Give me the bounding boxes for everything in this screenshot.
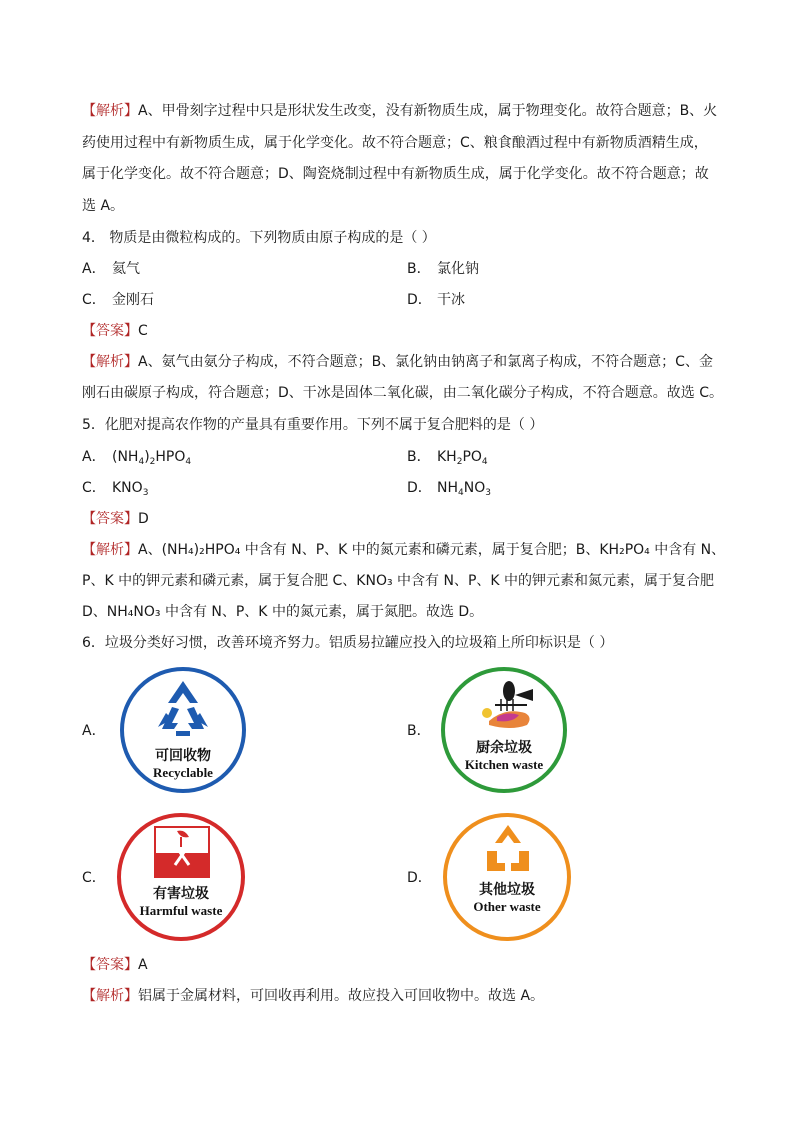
recyclable-sign [120,667,246,793]
q4-option-c: C． 金刚石 [82,292,154,308]
recyclable-cn-label: 可回收物 [155,748,211,764]
harmful-waste-cn-label: 有害垃圾 [153,886,209,902]
other-waste-en-label: Other waste [473,899,541,914]
analysis-label: 【解析】 [82,103,138,119]
q3-analysis-line-1 [82,101,717,121]
q4-option-d: D． 干冰 [407,292,465,308]
other-waste-cn-label: 其他垃圾 [479,882,535,898]
analysis-text: A、甲骨刻字过程中只是形状发生改变，没有新物质生成，属于物理变化。故符合题意；B、火 [138,103,718,119]
q5-option-d: D． $NH_4NO_3$ [407,480,491,498]
harmful-waste-sign [117,813,245,941]
harmful-waste-en-label: Harmful waste [139,903,223,918]
other-waste-icon [481,823,535,877]
q5-stem: 5．化肥对提高农作物的产量具有重要作用。下列不属于复合肥料的是（ ） [82,417,544,433]
q6-answer: 【答案】A [82,957,148,973]
q6-option-b-letter: B． [407,723,431,739]
q4-option-a: A． 氦气 [82,261,140,277]
q5-option-c: C． $KNO_3$ [82,480,149,498]
q5-analysis-line-1: 【解析】A、(NH₄)₂HPO₄ 中含有 N、P、K 中的氮元素和磷元素，属于复合肥；B、KH₂PO₄ 中含有 N、 [82,542,726,558]
kitchen-waste-sign [441,667,567,793]
q6-option-c-letter: C． [82,870,106,886]
kitchen-waste-cn-label: 厨余垃圾 [476,740,532,756]
q4-option-b: B． 氯化钠 [407,261,479,277]
kitchen-waste-en-label: Kitchen waste [464,757,544,772]
hazard-icon [153,825,211,879]
q5-analysis-line-3: D、NH₄NO₃ 中含有 N、P、K 中的氮元素，属于氮肥。故选 D。 [82,604,484,620]
recyclable-en-label: Recyclable [153,765,213,780]
q4-analysis-line-2: 刚石由碳原子构成，符合题意；D、干冰是固体二氧化碳，由二氧化碳分子构成，不符合题意。故选 C。 [82,385,724,401]
q6-stem: 6．垃圾分类好习惯，改善环境齐努力。铝质易拉罐应投入的垃圾箱上所印标识是（ ） [82,635,614,651]
q6-option-d-letter: D． [407,870,432,886]
q5-answer: 【答案】D [82,511,149,527]
q3-analysis-line-4: 选 A。 [82,198,125,214]
q5-option-b: B． $KH_2PO_4$ [407,449,488,467]
q6-analysis-line-1: 【解析】铝属于金属材料，可回收再利用。故应投入可回收物中。故选 A。 [82,988,545,1004]
q5-analysis-line-2: P、K 中的钾元素和磷元素，属于复合肥 C、KNO₃ 中含有 N、P、K 中的钾元素和氮元素，属于复合肥 [82,573,715,589]
q4-stem: 4． 物质是由微粒构成的。下列物质由原子构成的是（ ） [82,230,436,246]
q3-analysis-line-3: 属于化学变化。故不符合题意；D、陶瓷烧制过程中有新物质生成，属于化学变化。故不符合题意；故 [82,166,709,182]
q4-answer: 【答案】C [82,323,148,339]
recycle-icon [152,679,214,737]
q6-option-a-letter: A． [82,723,106,739]
q4-analysis-line-1: 【解析】A、氨气由氨分子构成，不符合题意；B、氯化钠由钠离子和氯离子构成，不符合题意；C、金 [82,354,713,370]
q3-analysis-line-2: 药使用过程中有新物质生成，属于化学变化。故不符合题意；C、粮食酿酒过程中有新物质酒精生成， [82,135,708,151]
q5-option-a: A． $(NH_4)_2HPO_4$ [82,449,192,467]
other-waste-sign [443,813,571,941]
food-scraps-icon [475,677,539,731]
